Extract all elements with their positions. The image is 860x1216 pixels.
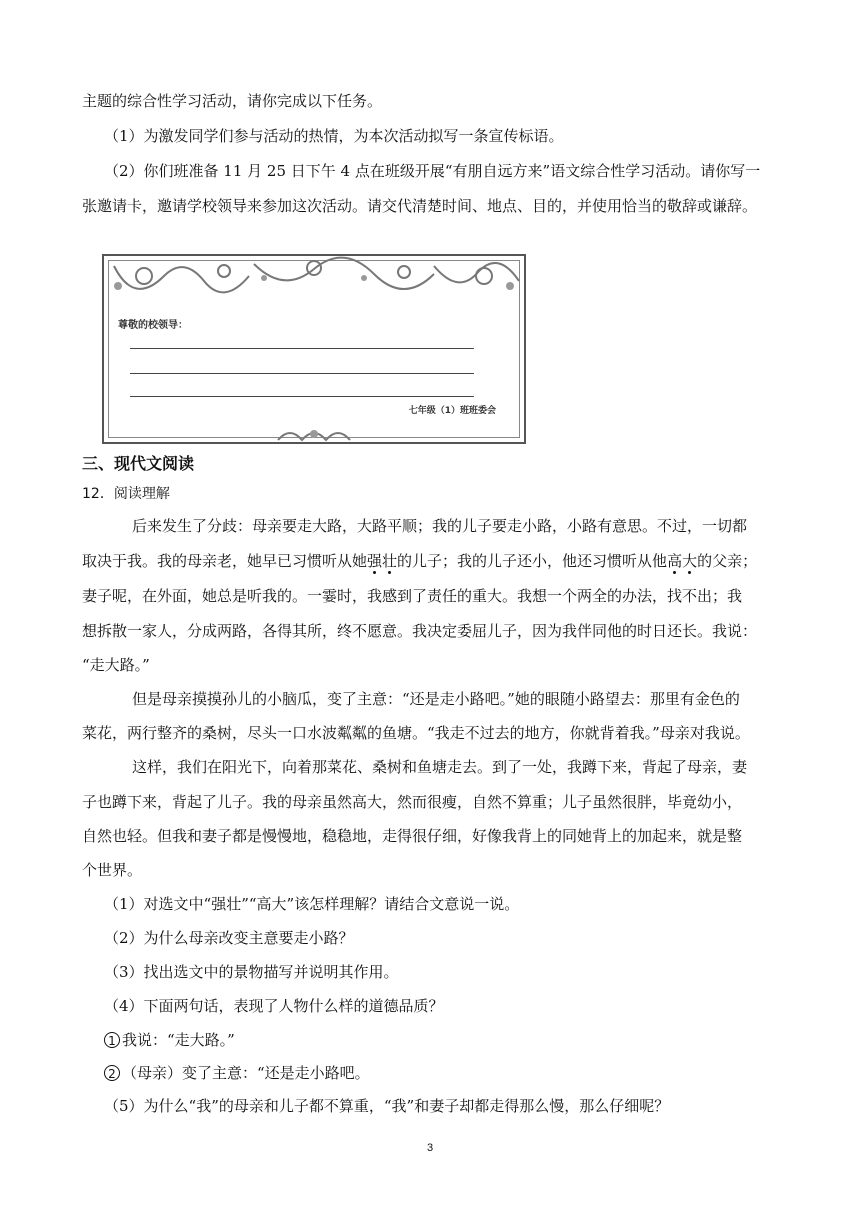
circled-number: 2 (104, 1065, 120, 1081)
passage-line: 但是母亲摸摸孙儿的小脑瓜，变了主意：“还是走小路吧。”她的眼随小路望去：那里有金色的 (132, 690, 740, 708)
card-signature: 七年级（1）班班委会 (408, 406, 496, 416)
card-writing-line (130, 348, 474, 349)
task-1: （1）为激发同学们参与活动的热情，为本次活动拟写一条宣传标语。 (104, 127, 564, 145)
question-1: （1）对选文中“强壮”“高大”该怎样理解？请结合文意说一说。 (104, 895, 520, 913)
task-2-line-2: 张邀请卡，邀请学校领导来参加这次活动。请交代清楚时间、地点、目的，并使用恰当的敬辞或谦辞。 (82, 197, 758, 215)
passage-line: 个世界。 (82, 861, 143, 879)
passage-line: “走大路。” (82, 656, 150, 674)
passage-line: 这样，我们在阳光下，向着那菜花、桑树和鱼塘走去。到了一处，我蹲下来，背起了母亲，妻 (132, 758, 748, 776)
invitation-card (102, 254, 526, 444)
passage-line: 取决于我。我的母亲老，她早已习惯听从她强壮的儿子；我的儿子还小，他还习惯听从他高大的父亲； (82, 552, 758, 570)
passage-line: 想拆散一家人，分成两路，各得其所，终不愿意。我决定委屈儿子，因为我伴同他的时日还长。我说： (82, 622, 758, 640)
question-3: （3）找出选文中的景物描写并说明其作用。 (104, 963, 399, 981)
card-writing-line (130, 373, 474, 374)
question-4-item-1: 1 我说：“走大路。” (104, 1030, 235, 1050)
passage-line: 后来发生了分歧：母亲要走大路，大路平顺；我的儿子要走小路，小路有意思。不过，一切都 (132, 517, 748, 535)
emphasis-char: 大 (682, 552, 698, 570)
task-2-line-1: （2）你们班准备 11 月 25 日下午 4 点在班级开展“有朋自远方来”语文综合性学习活动。请你写一 (104, 162, 761, 180)
emphasis-char: 强 (367, 552, 383, 570)
circled-number: 1 (104, 1032, 120, 1048)
passage-line: 妻子呢，在外面，她总是听我的。一霎时，我感到了责任的重大。我想一个两全的办法，找不出；我 (82, 587, 743, 605)
page-number: 3 (426, 1142, 434, 1154)
question-4: （4）下面两句话，表现了人物什么样的道德品质？ (104, 997, 444, 1015)
intro-text: 主题的综合性学习活动，请你完成以下任务。 (82, 92, 383, 110)
question-2: （2）为什么母亲改变主意要走小路？ (104, 929, 354, 947)
section-title: 三、现代文阅读 (82, 454, 195, 473)
card-writing-line (130, 396, 474, 397)
passage-line: 菜花，两行整齐的桑树，尽头一口水波粼粼的鱼塘。“我走不过去的地方，你就背着我。”母亲对我说。 (82, 724, 750, 742)
emphasis-char: 高 (667, 552, 683, 570)
question-5: （5）为什么“我”的母亲和儿子都不算重，“我”和妻子却都走得那么慢，那么仔细呢？ (104, 1097, 670, 1115)
card-ornament-top-icon (104, 256, 524, 316)
card-greeting: 尊敬的校领导： (118, 320, 188, 331)
passage-line: 自然也轻。但我和妻子都是慢慢地，稳稳地，走得很仔细，好像我背上的同她背上的加起来，就是整 (82, 827, 743, 845)
emphasis-char: 壮 (382, 552, 398, 570)
question-4-item-2: 2 （母亲）变了主意：“还是走小路吧。 (104, 1063, 370, 1083)
question-label: 12．阅读理解 (82, 486, 170, 502)
passage-line: 子也蹲下来，背起了儿子。我的母亲虽然高大，然而很瘦，自然不算重；儿子虽然很胖，毕竟幼小， (82, 793, 743, 811)
card-ornament-bottom-icon (274, 426, 354, 446)
